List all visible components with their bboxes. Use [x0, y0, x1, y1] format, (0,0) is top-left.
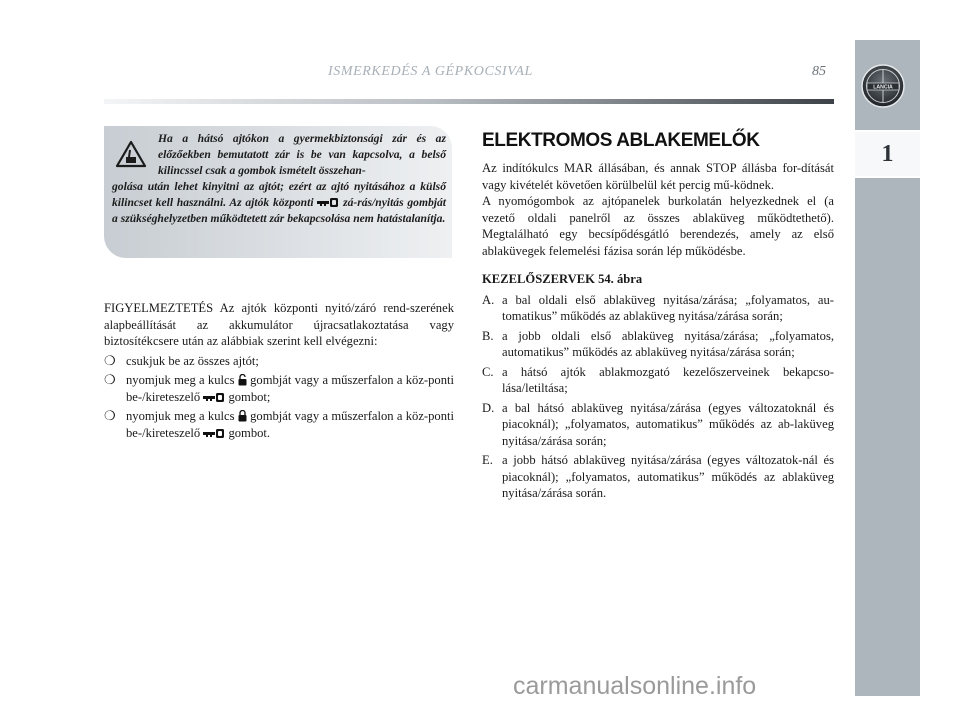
power-windows-section — [482, 130, 834, 505]
list-item: C. a hátsó ajtók ablakmozgató kezelőszerveinek bekapcso-lása/letiltása; — [482, 364, 834, 395]
list-item: ❍ nyomjuk meg a kulcs gombját vagy a műszerfalon a köz-ponti be-/kireteszelő gombot; — [104, 372, 454, 404]
section-title: ELEKTROMOS ABLAKEMELŐK — [482, 130, 760, 151]
list-item: A. a bal oldali első ablaküveg nyitása/zárása; „folyamatos, au-tomatikus” működés az ablaküveg nyitása/zárása során; — [482, 292, 834, 323]
page-number: 85 — [812, 64, 826, 79]
paragraph: Az indítókulcs MAR állásában, és annak STOP állásba for-dítását vagy kivételét követően körülbelül két percig mű-ködnek. — [482, 161, 834, 192]
list-item: ❍ csukjuk be az összes ajtót; — [104, 352, 259, 368]
running-header-title: ISMERKEDÉS A GÉPKOCSIVAL — [328, 64, 533, 79]
controls-list — [482, 292, 834, 502]
paragraph: A nyomógombok az ajtópanelek burkolatán helyezkednek el (a vezető oldali panelről az összes ablaküveg működtethető). Megtalálható egy becsípődésgátló berendezés, amely az első ablaküvegek felemelési fázisa során lép működésbe. — [482, 194, 834, 258]
list-item: ❍ nyomjuk meg a kulcs gombját vagy a műszerfalon a köz-ponti be-/kireteszelő gombot. — [104, 408, 454, 440]
lock-key-icon — [203, 392, 225, 403]
warning-text-line1: Ha a hátsó ajtókon a gyermekbiztonsági zár és az előzőekben bemutatott zár is be van kapcsolva, a belső kilincssel csak a gombok ismételt összehan- — [158, 132, 446, 178]
header-rule — [104, 99, 834, 104]
bullet-circle-icon: ❍ — [104, 372, 116, 387]
warning-text-line2: golása után lehet kinyitni az ajtót; ezért az ajtó nyitásához a külső kilincset kell használni. Az ajtók központi — [112, 180, 446, 210]
list-item: D. a bal hátsó ablaküveg nyitása/zárása (egyes változatoknál és piacoknál); „folyamatos, automatikus” működés az ab-laküveg nyitása/zárása során; — [482, 400, 834, 448]
bullet-circle-icon: ❍ — [104, 408, 116, 423]
chapter-indicator: 1 — [855, 130, 920, 178]
notice-intro: FIGYELMEZTETÉS Az ajtók központi nyitó/záró rend-szerének alapbeállítását az akkumulátor újracsatlakoztatása vagy biztosítékcsere után az alábbiak szerint kell elvégezni: — [104, 301, 454, 348]
lock-key-icon — [317, 197, 339, 208]
notice-steps — [104, 353, 454, 442]
lancia-logo-icon — [861, 64, 905, 108]
list-item: E. a jobb hátsó ablaküveg nyitása/zárása (egyes változatok-nál és piacoknál); „folyamatos, automatikus” működés az ablaküveg nyitása/zárása során. — [482, 453, 834, 500]
controls-subheading: KEZELŐSZERVEK 54. ábra — [482, 272, 643, 286]
warning-notice-section — [104, 300, 454, 444]
lock-key-icon — [203, 428, 225, 439]
watermark: carmanualsonline.info — [513, 672, 757, 700]
logo-text: LANCIA — [873, 84, 893, 91]
warning-text — [112, 131, 446, 228]
list-item: B. a jobb oldali első ablaküveg nyitása/zárása; „folyamatos, automatikus” működés az ablaküveg nyitása/zárása során; — [482, 328, 834, 359]
bullet-circle-icon: ❍ — [104, 352, 116, 368]
padlock-closed-icon — [238, 410, 247, 422]
padlock-open-icon — [238, 374, 247, 386]
warning-text-line3: zá-rás/nyitás gombját a szükséghelyzetben működtetett zár bekapcsolása nem hatástalanítja. — [112, 196, 447, 226]
